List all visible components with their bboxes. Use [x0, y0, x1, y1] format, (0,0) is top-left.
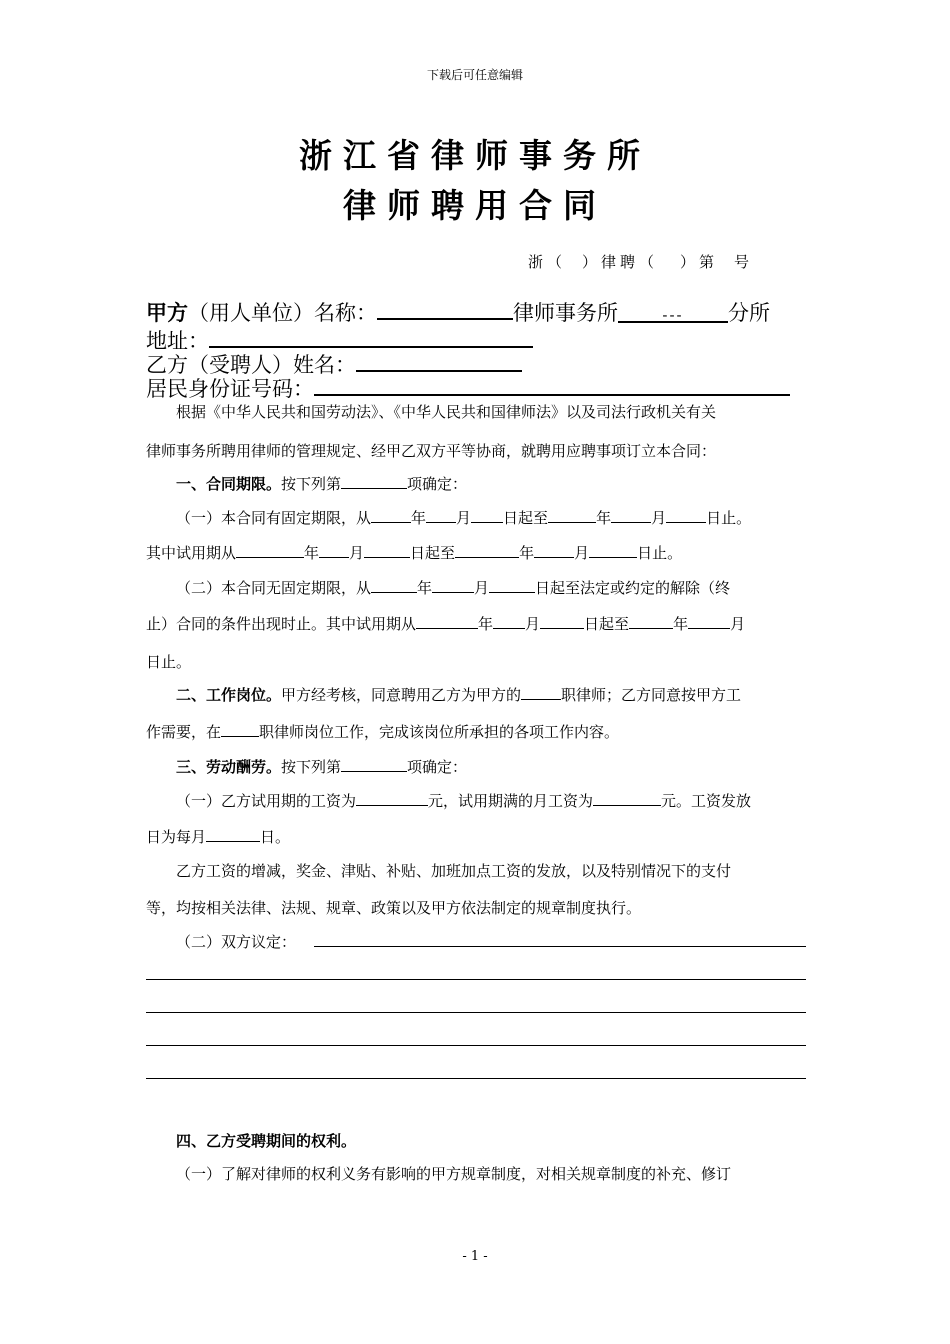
preamble-line-2: 律师事务所聘用律师的管理规定、经甲乙双方平等协商，就聘用应聘事项订立本合同：	[146, 442, 717, 460]
section-1-probation: 其中试用期从 年 月 日起至 年 月 日止。	[146, 544, 683, 562]
firm-name-blank	[377, 298, 513, 320]
agreed-blank-line-5	[146, 1078, 806, 1079]
address-line: 地址：	[146, 325, 533, 355]
header-note: 下载后可任意编辑	[426, 68, 523, 82]
section-2-heading: 二、工作岗位。甲方经考核，同意聘用乙方为甲方的 职律师；乙方同意按甲方工	[176, 686, 742, 704]
section-1-fixed-term: （一）本合同有固定期限，从 年 月 日起至 年 月 日止。	[176, 509, 752, 527]
party-b-name-blank	[356, 350, 522, 372]
section-3-salary: （一）乙方试用期的工资为 元，试用期满的月工资为 元。工资发放	[176, 792, 752, 810]
section-1-open-term-cont: 止）合同的条件出现时止。其中试用期从 年 月 日起至 年 月	[146, 615, 746, 633]
party-a-line: 甲方（用人单位）名称： 律师事务所 --- 分所	[146, 297, 770, 327]
agreed-blank-line-3	[146, 1012, 806, 1013]
section-2-cont: 作需要，在 职律师岗位工作，完成该岗位所承担的各项工作内容。	[146, 723, 620, 741]
agreed-blank-line-4	[146, 1045, 806, 1046]
section-4-heading: 四、乙方受聘期间的权利。	[176, 1132, 357, 1150]
id-number-blank	[314, 374, 790, 396]
agreed-blank-line-1	[314, 946, 806, 947]
preamble-line-1: 根据《中华人民共和国劳动法》、《中华人民共和国律师法》以及司法行政机关有关	[176, 403, 717, 421]
address-blank	[209, 326, 533, 348]
section-3-para-1: 乙方工资的增减，奖金、津贴、补贴、加班加点工资的发放，以及特别情况下的支付	[176, 862, 732, 880]
section-4-item-1: （一）了解对律师的权利义务有影响的甲方规章制度，对相关规章制度的补充、修订	[176, 1165, 732, 1183]
section-3-heading: 三、劳动酬劳。按下列第 项确定：	[176, 758, 468, 776]
agreed-blank-line-2	[146, 979, 806, 980]
section-1-end: 日止。	[146, 653, 192, 671]
contract-reference: 浙（ ）律聘（ ）第 号	[528, 253, 754, 271]
section-1-open-term: （二）本合同无固定期限，从 年 月 日起至法定或约定的解除（终	[176, 579, 731, 597]
id-number-line: 居民身份证号码：	[146, 373, 790, 403]
section-3-payday: 日为每月 日。	[146, 828, 291, 846]
section-1-heading: 一、合同期限。按下列第 项确定：	[176, 475, 468, 493]
title-line-2: 律师聘用合同	[343, 186, 607, 225]
title-line-1: 浙江省律师事务所	[299, 136, 651, 175]
branch-blank: ---	[618, 301, 728, 323]
party-b-line: 乙方（受聘人）姓名：	[146, 349, 522, 379]
page-number: - 1 -	[462, 1249, 488, 1264]
section-3-para-2: 等，均按相关法律、法规、规章、政策以及甲方依法制定的规章制度执行。	[146, 899, 642, 917]
section-3-agreed: （二）双方议定：	[176, 933, 297, 951]
